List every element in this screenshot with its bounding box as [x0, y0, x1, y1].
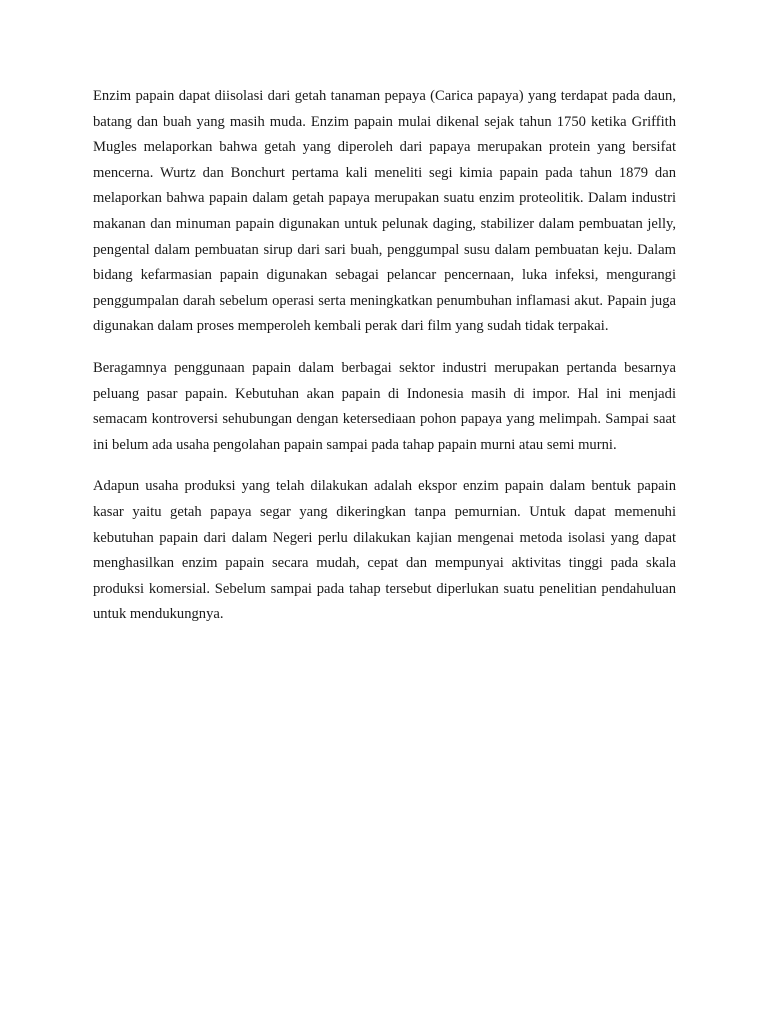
paragraph-3: Adapun usaha produksi yang telah dilakukan adalah ekspor enzim papain dalam bentuk papain kasar yaitu getah papaya segar yang dikeringkan tanpa pemurnian. Untuk dapat memenuhi kebutuhan papain dari dalam Negeri perlu dilakukan kajian mengenai metoda isolasi yang dapat menghasilkan enzim papain secara mudah, cepat dan mempunyai aktivitas tinggi pada skala produksi komersial. Sebelum sampai pada tahap tersebut diperlukan suatu penelitian pendahuluan untuk mendukungnya. — [93, 478, 676, 623]
paragraph-2: Beragamnya penggunaan papain dalam berbagai sektor industri merupakan pertanda besarnya peluang pasar papain. Kebutuhan akan papain di Indonesia masih di impor. Hal ini menjadi semacam kontroversi sehubungan dengan ketersediaan pohon papaya yang melimpah. Sampai saat ini belum ada usaha pengolahan papain sampai pada tahap papain murni atau semi murni. — [93, 359, 676, 453]
paragraph-1: Enzim papain dapat diisolasi dari getah tanaman pepaya (Carica papaya) yang terdapat pada daun, batang dan buah yang masih muda. Enzim papain mulai dikenal sejak tahun 1750 ketika Griffith Mugles melaporkan bahwa getah yang diperoleh dari papaya merupakan protein yang bersifat mencerna. Wurtz dan Bonchurt pertama kali meneliti segi kimia papain pada tahun 1879 dan melaporkan bahwa papain dalam getah papaya merupakan suatu enzim proteolitik. Dalam industri makanan dan minuman papain digunakan untuk pelunak daging, stabilizer dalam pembuatan jelly, pengental dalam pembuatan sirup dari sari buah, penggumpal susu dalam pembuatan keju. Dalam bidang kefarmasian papain digunakan sebagai pelancar pencernaan, luka infeksi, mengurangi penggumpalan darah sebelum operasi serta meningkatkan penumbuhan inflamasi akut. Papain juga digunakan dalam proses memperoleh kembali perak dari film yang sudah tidak terpakai. — [93, 88, 676, 335]
document-body — [93, 84, 676, 644]
